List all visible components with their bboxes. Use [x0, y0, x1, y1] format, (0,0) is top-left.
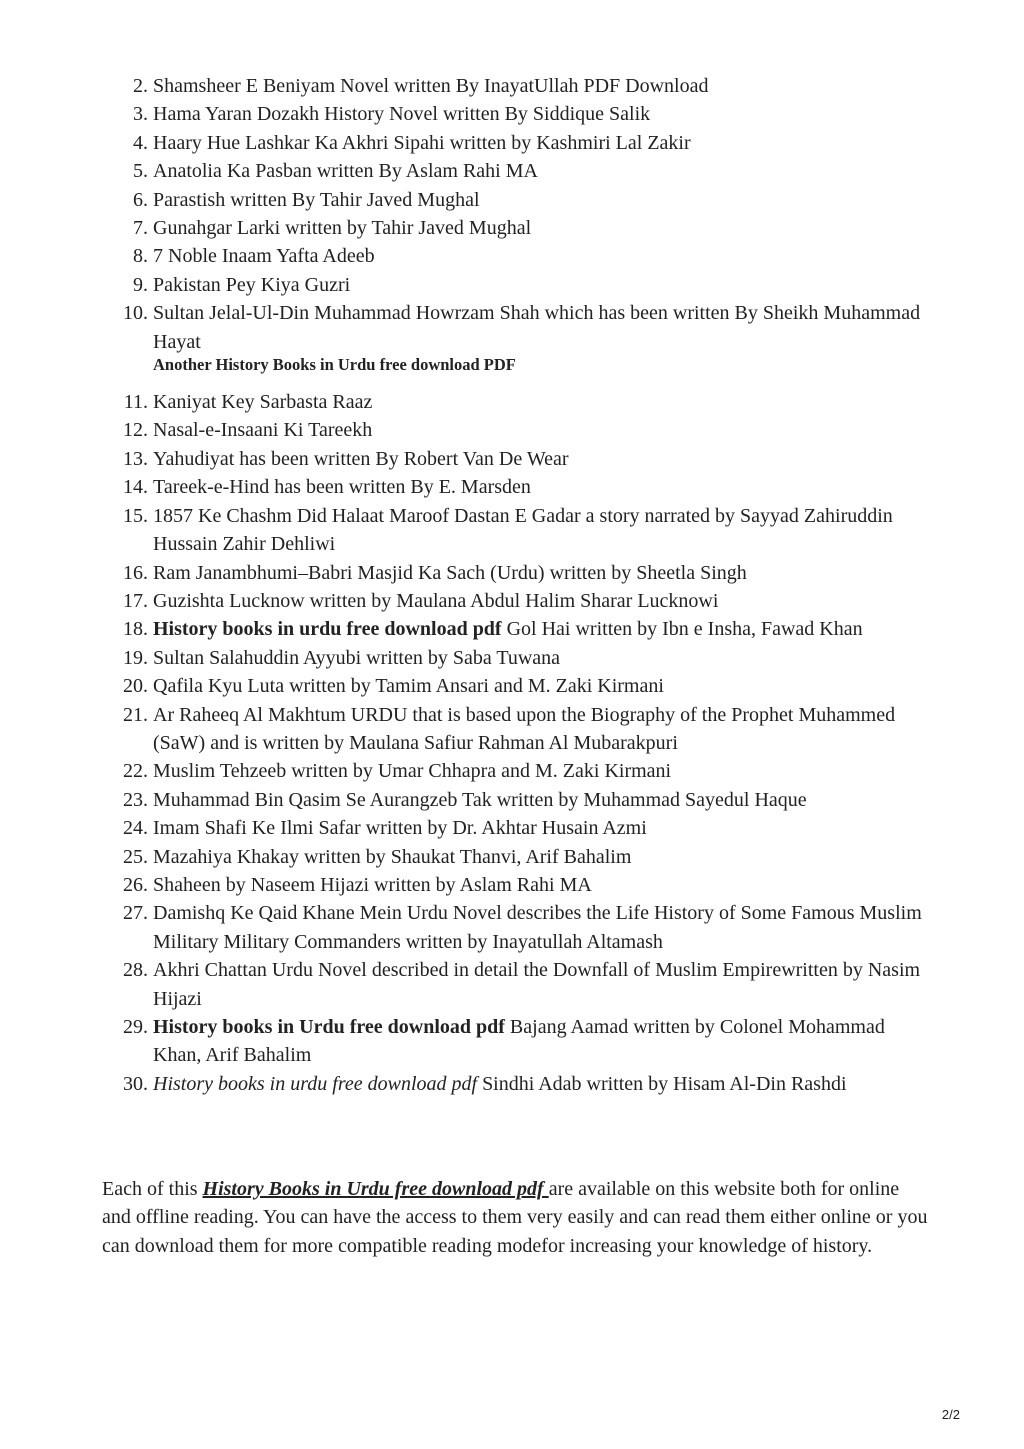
- list-item-text: Gol Hai written by Ibn e Insha, Fawad Khan: [501, 618, 863, 641]
- list-item: [123, 502, 923, 559]
- list-item: [123, 871, 923, 899]
- list-item-number: 4.: [133, 131, 148, 154]
- list-item-text: Bajang Aamad written by Colonel Mohammad Khan, Arif Bahalim: [153, 1016, 885, 1067]
- book-list-top: [123, 72, 923, 356]
- list-item: [133, 271, 923, 299]
- list-item-text: 1857 Ke Chashm Did Halaat Maroof Dastan E Gadar a story narrated by Sayyad Zahiruddin Hussain Zahir Dehliwi: [153, 504, 893, 556]
- list-item-number: 22.: [123, 760, 148, 783]
- list-item-text: Guzishta Lucknow written by Maulana Abdul Halim Sharar Lucknowi: [153, 589, 719, 612]
- list-item: [123, 956, 923, 1013]
- list-item: [123, 757, 923, 785]
- list-item: [133, 214, 923, 242]
- list-item-text: Muhammad Bin Qasim Se Aurangzeb Tak written by Muhammad Sayedul Haque: [153, 788, 807, 811]
- list-item: [123, 672, 923, 700]
- list-item: [133, 129, 923, 157]
- list-item: [123, 1013, 923, 1070]
- list-item-text: Sultan Jelal-Ul-Din Muhammad Howrzam Shah which has been written By Sheikh Muhammad Hayat: [153, 302, 921, 353]
- list-item-number: 17.: [123, 589, 148, 612]
- list-item: [123, 1070, 923, 1098]
- list-item-text: Ram Janambhumi–Babri Masjid Ka Sach (Urdu) written by Sheetla Singh: [153, 561, 747, 584]
- list-item: [123, 416, 923, 444]
- list-item-text: Muslim Tehzeeb written by Umar Chhapra and M. Zaki Kirmani: [153, 760, 672, 783]
- list-item-text: Sultan Salahuddin Ayyubi written by Saba Tuwana: [153, 646, 561, 669]
- list-item-text: Hama Yaran Dozakh History Novel written By Siddique Salik: [153, 103, 651, 126]
- list-item-text: Mazahiya Khakay written by Shaukat Thanvi, Arif Bahalim: [153, 845, 632, 868]
- list-item-number: 14.: [123, 476, 148, 499]
- list-item-number: 23.: [123, 788, 148, 811]
- list-item-text: Ar Raheeq Al Makhtum URDU that is based upon the Biography of the Prophet Muhammed (SaW) and is written by Maulana Safiur Rahman Al Mubarakpuri: [153, 703, 896, 754]
- page-number: 2/2: [941, 1407, 960, 1422]
- list-item-number: 6.: [133, 188, 148, 211]
- list-item-text: Qafila Kyu Luta written by Tamim Ansari and M. Zaki Kirmani: [153, 675, 664, 698]
- list-item: [133, 186, 923, 214]
- list-item-number: 19.: [123, 646, 148, 669]
- list-item: [123, 644, 923, 672]
- list-item-number: 8.: [133, 245, 148, 268]
- list-item-number: 9.: [133, 273, 148, 296]
- list-item: [123, 559, 923, 587]
- list-item-number: 3.: [133, 103, 148, 126]
- list-item-number: 25.: [123, 845, 148, 868]
- list-item-number: 10.: [123, 302, 148, 325]
- section-subheading: Another History Books in Urdu free download PDF: [153, 355, 516, 375]
- list-item-number: 18.: [123, 618, 148, 641]
- list-item-number: 7.: [133, 217, 148, 240]
- list-item: [123, 587, 923, 615]
- list-item-text: 7 Noble Inaam Yafta Adeeb: [153, 245, 375, 268]
- list-item-number: 20.: [123, 675, 148, 698]
- book-list: [123, 72, 923, 1098]
- list-item-number: 2.: [133, 75, 148, 97]
- list-item-number: 24.: [123, 817, 148, 840]
- list-item-emphasis: History books in urdu free download pdf: [153, 618, 502, 641]
- list-item-text: Gunahgar Larki written by Tahir Javed Mughal: [153, 217, 532, 240]
- list-item-number: 26.: [123, 873, 148, 896]
- list-item-emphasis: History books in Urdu free download pdf: [153, 1016, 505, 1038]
- list-item-text: Nasal-e-Insaani Ki Tareekh: [153, 419, 373, 442]
- list-item-emphasis: History books in urdu free download pdf: [153, 1072, 478, 1095]
- list-item-number: 27.: [123, 902, 148, 925]
- list-item-text: Imam Shafi Ke Ilmi Safar written by Dr. Akhtar Husain Azmi: [153, 817, 647, 840]
- list-item-number: 29.: [123, 1016, 148, 1038]
- list-item-number: 13.: [123, 447, 148, 470]
- list-item-text: Tareek-e-Hind has been written By E. Marsden: [153, 476, 531, 499]
- list-item: [133, 72, 923, 100]
- list-item: [123, 701, 923, 758]
- list-item: [123, 445, 923, 473]
- book-list-bottom: [123, 388, 923, 1098]
- list-item-number: 11.: [123, 391, 148, 414]
- list-item-text: Damishq Ke Qaid Khane Mein Urdu Novel describes the Life History of Some Famous Muslim Military Military Commanders written by Inayatullah Altamash: [153, 902, 922, 953]
- list-item-text: Shamsheer E Beniyam Novel written By InayatUllah PDF Download: [153, 75, 709, 97]
- list-item-text: Shaheen by Naseem Hijazi written by Aslam Rahi MA: [153, 873, 592, 896]
- list-item: [123, 615, 923, 643]
- list-item: [133, 157, 923, 185]
- list-item-number: 12.: [123, 419, 148, 442]
- list-item-text: Sindhi Adab written by Hisam Al-Din Rashdi: [477, 1072, 847, 1095]
- list-item: [133, 242, 923, 270]
- list-item-number: 15.: [123, 504, 148, 527]
- list-item-number: 30.: [123, 1072, 148, 1095]
- list-item: [123, 786, 923, 814]
- paragraph-text-before: Each of this: [102, 1178, 203, 1200]
- paragraph-text-after: are available on this website both for online and offline reading. You can have the access to them very easily and can read them either online or you can download them for more compatible reading modefor increasing your knowledge of history.: [102, 1178, 928, 1257]
- list-item-text: Akhri Chattan Urdu Novel described in detail the Downfall of Muslim Empirewritten by Nasim Hijazi: [153, 959, 921, 1010]
- list-item-text: Haary Hue Lashkar Ka Akhri Sipahi written by Kashmiri Lal Zakir: [153, 131, 691, 154]
- list-item: [123, 899, 923, 956]
- list-item-text: Kaniyat Key Sarbasta Raaz: [153, 391, 373, 414]
- list-item-text: Anatolia Ka Pasban written By Aslam Rahi MA: [153, 160, 538, 183]
- list-item: [123, 473, 923, 501]
- list-item-number: 16.: [123, 561, 148, 584]
- history-books-link[interactable]: History Books in Urdu free download pdf: [202, 1178, 549, 1200]
- closing-paragraph: [102, 1175, 932, 1260]
- list-item: [123, 843, 923, 871]
- list-item: [123, 388, 923, 416]
- list-item-number: 5.: [133, 160, 148, 183]
- list-item-text: Yahudiyat has been written By Robert Van De Wear: [153, 447, 569, 470]
- list-item: [123, 814, 923, 842]
- list-item-number: 21.: [123, 703, 148, 726]
- list-item: [123, 299, 923, 356]
- list-item-number: 28.: [123, 959, 148, 982]
- list-item: [133, 100, 923, 128]
- list-item-text: Pakistan Pey Kiya Guzri: [153, 273, 351, 296]
- list-item-text: Parastish written By Tahir Javed Mughal: [153, 188, 480, 211]
